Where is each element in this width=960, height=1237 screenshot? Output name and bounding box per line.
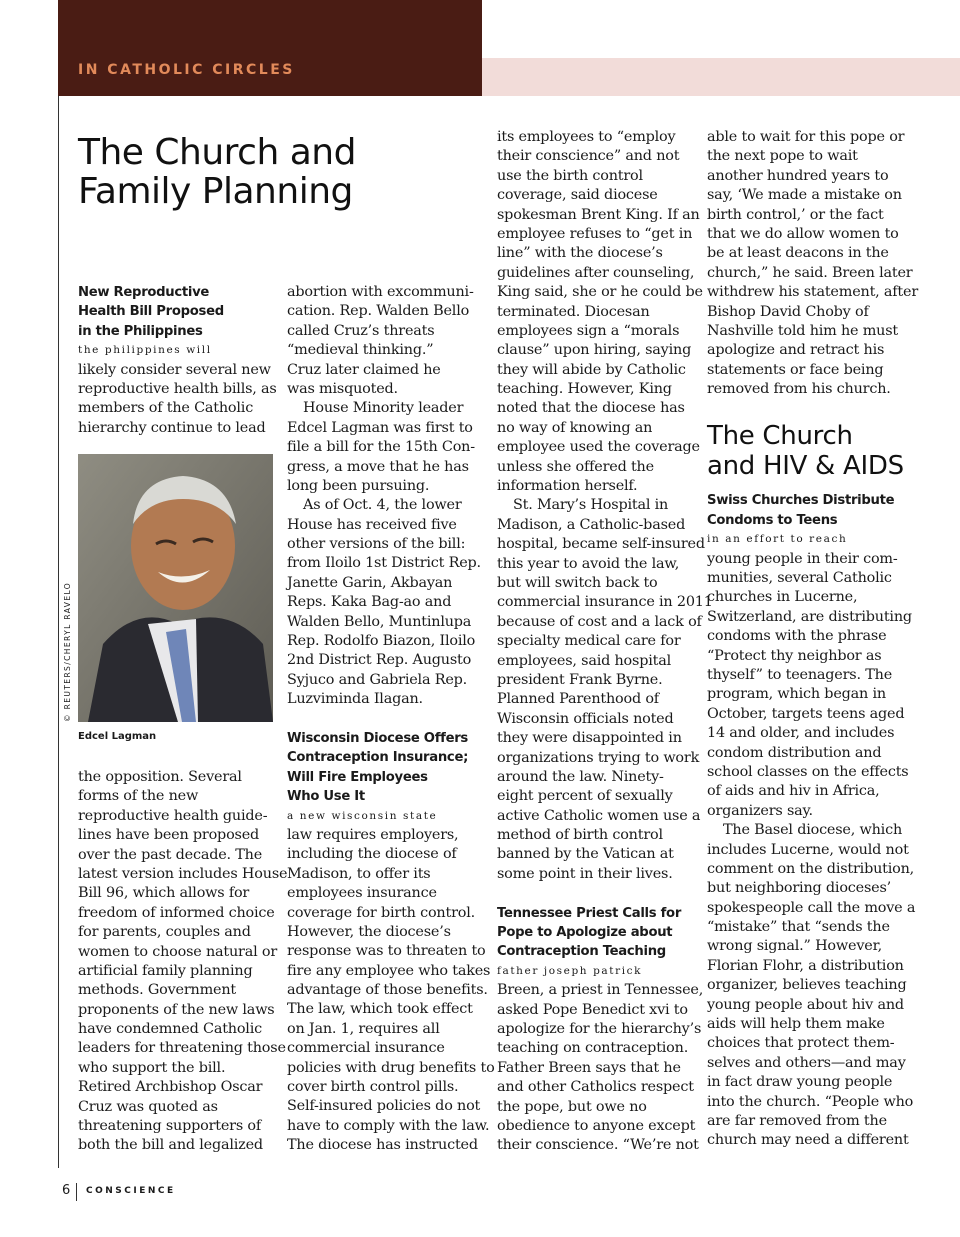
text-line: employee refuses to “get in: [497, 225, 693, 242]
left-rule: [58, 96, 59, 1168]
text-line: organizers say.: [707, 802, 813, 819]
text-line: spokespeople call the move a: [707, 899, 916, 916]
text-line: birth control,’ or the fact: [707, 206, 884, 223]
text-line: employees, said hospital: [497, 652, 671, 669]
text-line: fire any employee who takes: [287, 962, 491, 979]
col3-body-a: [497, 128, 713, 496]
col1-bottom-body: [78, 768, 287, 1156]
text-line: have condemned Catholic: [78, 1021, 262, 1038]
column-2: [287, 283, 495, 1156]
text-line: they will abide by Catholic: [497, 361, 686, 378]
text-line: Cruz was quoted as: [78, 1098, 218, 1115]
text-line: Florian Flohr, a distribution: [707, 957, 904, 974]
text-line: 14 and older, and includes: [707, 725, 895, 742]
text-line: that we do allow women to: [707, 225, 899, 242]
text-line: other versions of the bill:: [287, 536, 466, 553]
text-line: teaching. However, King: [497, 381, 672, 398]
text-line: the next pope to wait: [707, 148, 858, 165]
text-line: called Cruz’s threats: [287, 322, 435, 339]
text-line: organizations trying to work: [497, 749, 700, 766]
article-title: [78, 133, 356, 211]
text-line: 2nd District Rep. Augusto: [287, 652, 472, 669]
column-1-top: [78, 283, 277, 438]
text-line: program, which began in: [707, 686, 886, 703]
lead-smallcaps: the philippines will: [78, 344, 212, 357]
headline-tennessee-line: Contraception Teaching: [497, 944, 666, 960]
text-line: school classes on the effects: [707, 763, 909, 780]
text-line: over the past decade. The: [78, 846, 263, 863]
text-line: comment on the distribution,: [707, 860, 915, 877]
text-line: young people in their com-: [707, 550, 898, 567]
text-line: around the law. Ninety-: [497, 768, 664, 785]
text-line: president Frank Byrne.: [497, 671, 663, 688]
text-line: Cruz later claimed he: [287, 361, 441, 378]
text-line: hierarchy continue to lead: [78, 419, 266, 436]
text-line: file a bill for the 15th Con-: [287, 439, 475, 456]
text-line: another hundred years to: [707, 167, 889, 184]
text-line: withdrew his statement, after: [707, 284, 918, 301]
text-line: Retired Archbishop Oscar: [78, 1079, 263, 1096]
text-line: no way of knowing an: [497, 419, 653, 436]
text-line: Walden Bello, Muntinlupa: [287, 613, 472, 630]
text-line: from Iloilo 1st District Rep.: [287, 555, 481, 572]
header-band: [58, 0, 482, 96]
col4-body-c: [707, 821, 918, 1151]
text-line: selves and others—and may: [707, 1054, 906, 1071]
text-line: The Basel diocese, which: [723, 822, 903, 839]
text-line: noted that the diocese has: [497, 400, 685, 417]
text-line: this year to avoid the law,: [497, 555, 680, 572]
text-line: “medieval thinking.”: [287, 342, 434, 359]
text-line: advantage of those benefits.: [287, 982, 488, 999]
headline-wisconsin-line: Contraception Insurance;: [287, 750, 469, 766]
col3-body-c: [497, 981, 713, 1156]
text-line: some point in their lives.: [497, 865, 673, 882]
text-line: apologize and retract his: [707, 342, 885, 359]
text-line: the opposition. Several: [78, 769, 242, 785]
text-line: leaders for threatening those: [78, 1040, 286, 1057]
text-line: line” with the diocese’s: [497, 245, 663, 262]
text-line: their conscience” and not: [497, 148, 680, 165]
text-line: reproductive health guide-: [78, 807, 268, 824]
text-line: proponents of the new laws: [78, 1001, 275, 1018]
text-line: coverage, said diocese: [497, 187, 658, 204]
lead-smallcaps: a new wisconsin state: [287, 809, 438, 822]
text-line: but neighboring dioceses’: [707, 880, 892, 897]
text-line: artificial family planning: [78, 962, 253, 979]
text-line: However, the diocese’s: [287, 923, 451, 940]
col2-body-b: [287, 399, 495, 496]
text-line: latest version includes House: [78, 865, 288, 882]
text-line: Planned Parenthood of: [497, 691, 659, 708]
text-line: lines have been proposed: [78, 827, 260, 844]
col3-body-b: [497, 496, 713, 884]
text-line: clause” upon hiring, saying: [497, 342, 692, 359]
text-line: specialty medical care for: [497, 633, 681, 650]
text-line: gress, a move that he has: [287, 458, 469, 475]
text-line: condom distribution and: [707, 744, 882, 761]
col2-body-a: [287, 283, 495, 399]
text-line: choices that protect them-: [707, 1035, 895, 1052]
text-line: they were disappointed in: [497, 730, 682, 747]
text-line: includes Lucerne, would not: [707, 841, 909, 858]
text-line: “Protect thy neighbor as: [707, 647, 882, 664]
text-line: Self-insured policies do not: [287, 1098, 481, 1115]
text-line: October, targets teens aged: [707, 705, 905, 722]
text-line: active Catholic women use a: [497, 807, 701, 824]
text-line: law requires employers,: [287, 826, 459, 843]
text-line: have to comply with the law.: [287, 1117, 490, 1134]
text-line: coverage for birth control.: [287, 904, 475, 921]
text-line: their conscience. “We’re not: [497, 1137, 699, 1154]
text-line: commercial insurance in 2011: [497, 594, 713, 611]
text-line: both the bill and legalized: [78, 1137, 263, 1154]
text-line: reproductive health bills, as: [78, 380, 277, 397]
text-line: on Jan. 1, requires all: [287, 1020, 440, 1037]
text-line: members of the Catholic: [78, 400, 254, 417]
text-line: As of Oct. 4, the lower: [303, 497, 462, 514]
text-line: in fact draw young people: [707, 1074, 893, 1091]
text-line: women to choose natural or: [78, 943, 278, 960]
headline-philippines-line: in the Philippines: [78, 323, 203, 339]
photo-credit: © REUTERS/CHERYL RAVELO: [63, 581, 72, 722]
spacer: [707, 399, 918, 421]
text-line: employee used the coverage: [497, 439, 700, 456]
spacer: [707, 481, 918, 491]
text-line: House Minority leader: [303, 400, 464, 417]
text-line: methods. Government: [78, 982, 236, 999]
text-line: be at least deacons in the: [707, 245, 889, 262]
text-line: of aids and hiv in Africa,: [707, 783, 880, 800]
text-line: thyself” to teenagers. The: [707, 666, 893, 683]
text-line: say, ‘We made a mistake on: [707, 187, 902, 204]
text-line: condoms with the phrase: [707, 628, 887, 645]
text-line: organizer, believes teaching: [707, 977, 907, 994]
text-line: spokesman Brent King. If an: [497, 206, 700, 223]
text-line: Breen, a priest in Tennessee,: [497, 982, 704, 999]
footer-rule: [76, 1183, 77, 1201]
text-line: employees insurance: [287, 885, 437, 902]
text-line: Father Breen says that he: [497, 1059, 681, 1076]
text-line: asked Pope Benedict xvi to: [497, 1001, 688, 1018]
photo-caption: Edcel Lagman: [78, 731, 157, 742]
text-line: but will switch back to: [497, 574, 658, 591]
text-line: young people about hiv and: [707, 996, 904, 1013]
col2-body-c: [287, 496, 495, 709]
headline-tennessee-line: Tennessee Priest Calls for: [497, 905, 682, 921]
headline-philippines-line: Health Bill Proposed: [78, 304, 224, 320]
text-line: removed from his church.: [707, 381, 891, 398]
col4-body-b: [707, 550, 918, 821]
section-title-line: The Church: [707, 421, 853, 452]
text-line: cation. Rep. Walden Bello: [287, 303, 470, 320]
text-line: statements or face being: [707, 361, 884, 378]
spacer: [287, 710, 495, 729]
text-line: banned by the Vatican at: [497, 846, 674, 863]
text-line: guidelines after counseling,: [497, 264, 695, 281]
text-line: Luzviminda Ilagan.: [287, 691, 423, 708]
text-line: was misquoted.: [287, 380, 398, 397]
column-3: [497, 128, 713, 1156]
headline-swiss-line: Swiss Churches Distribute: [707, 493, 895, 509]
text-line: for parents, couples and: [78, 924, 251, 941]
text-line: who support the bill.: [78, 1059, 226, 1076]
text-line: freedom of informed choice: [78, 904, 275, 921]
text-line: its employees to “employ: [497, 129, 676, 145]
headline-wisconsin-line: Who Use It: [287, 789, 365, 805]
column-4: [707, 128, 918, 1151]
text-line: The law, which took effect: [287, 1001, 473, 1018]
column-1-bottom: [78, 768, 287, 1156]
col4-body-a: [707, 128, 918, 399]
text-line: forms of the new: [78, 788, 199, 805]
lead-smallcaps: father joseph patrick: [497, 964, 643, 977]
text-line: use the birth control: [497, 167, 643, 184]
text-line: Bill 96, which allows for: [78, 885, 250, 902]
text-line: wrong signal.” However,: [707, 938, 883, 955]
text-line: information herself.: [497, 478, 638, 495]
text-line: including the diocese of: [287, 846, 457, 863]
text-line: the pope, but owe no: [497, 1098, 647, 1115]
text-line: “mistake” that “sends the: [707, 919, 890, 936]
text-line: church may need a different: [707, 1132, 909, 1149]
col1-top-body: [78, 361, 277, 439]
text-line: into the church. “People who: [707, 1093, 914, 1110]
text-line: threatening supporters of: [78, 1118, 261, 1135]
header-band-light: [482, 58, 960, 96]
lead-smallcaps: in an effort to reach: [707, 533, 848, 546]
text-line: unless she offered the: [497, 458, 654, 475]
article-title-line: Family Planning: [78, 171, 353, 212]
text-line: method of birth control: [497, 827, 663, 844]
text-line: teaching on contraception.: [497, 1040, 689, 1057]
text-line: employees sign a “morals: [497, 322, 680, 339]
text-line: Nashville told him he must: [707, 322, 899, 339]
text-line: munities, several Catholic: [707, 570, 892, 587]
text-line: Wisconsin officials noted: [497, 710, 674, 727]
magazine-name: CONSCIENCE: [86, 1186, 176, 1196]
text-line: Edcel Lagman was first to: [287, 419, 473, 436]
portrait-illustration: [78, 454, 273, 722]
text-line: aids will help them make: [707, 1016, 885, 1033]
text-line: Madison, a Catholic-based: [497, 516, 686, 533]
page-number: 6: [62, 1183, 71, 1198]
text-line: because of cost and a lack of: [497, 613, 702, 630]
text-line: terminated. Diocesan: [497, 303, 650, 320]
text-line: cover birth control pills.: [287, 1079, 459, 1096]
section-label: IN CATHOLIC CIRCLES: [78, 62, 295, 78]
text-line: policies with drug benefits to: [287, 1059, 495, 1076]
headline-swiss-line: Condoms to Teens: [707, 512, 838, 528]
col2-body-d: [287, 826, 495, 1156]
text-line: Madison, to offer its: [287, 865, 431, 882]
text-line: King said, she or he could be: [497, 284, 703, 301]
text-line: likely consider several new: [78, 361, 271, 378]
headline-philippines-line: New Reproductive: [78, 285, 210, 300]
text-line: Switzerland, are distributing: [707, 608, 912, 625]
text-line: Syjuco and Gabriela Rep.: [287, 671, 468, 688]
article-title-line: The Church and: [78, 132, 356, 173]
text-line: Janette Garin, Akbayan: [287, 574, 453, 591]
headline-wisconsin-line: Wisconsin Diocese Offers: [287, 730, 468, 746]
text-line: hospital, became self-insured: [497, 536, 705, 553]
text-line: response was to threaten to: [287, 943, 486, 960]
text-line: Bishop David Choby of: [707, 303, 869, 320]
text-line: Rep. Rodolfo Biazon, Iloilo: [287, 633, 476, 650]
text-line: St. Mary’s Hospital in: [513, 497, 669, 514]
text-line: commercial insurance: [287, 1040, 445, 1057]
section-title-line: and HIV & AIDS: [707, 451, 904, 482]
text-line: are far removed from the: [707, 1112, 887, 1129]
text-line: churches in Lucerne,: [707, 589, 858, 606]
text-line: long been pursuing.: [287, 477, 430, 494]
edcel-lagman-photo: [78, 454, 273, 722]
headline-wisconsin-line: Will Fire Employees: [287, 769, 428, 785]
text-line: able to wait for this pope or: [707, 129, 905, 145]
text-line: Reps. Kaka Bag-ao and: [287, 594, 452, 611]
text-line: eight percent of sexually: [497, 788, 673, 805]
text-line: The diocese has instructed: [287, 1137, 478, 1154]
text-line: abortion with excommuni-: [287, 284, 474, 300]
text-line: House has received five: [287, 516, 457, 533]
text-line: church,” he said. Breen later: [707, 264, 913, 281]
text-line: and other Catholics respect: [497, 1079, 694, 1096]
text-line: obedience to anyone except: [497, 1117, 696, 1134]
headline-tennessee-line: Pope to Apologize about: [497, 925, 673, 941]
text-line: apologize for the hierarchy’s: [497, 1020, 702, 1037]
spacer: [497, 884, 713, 903]
